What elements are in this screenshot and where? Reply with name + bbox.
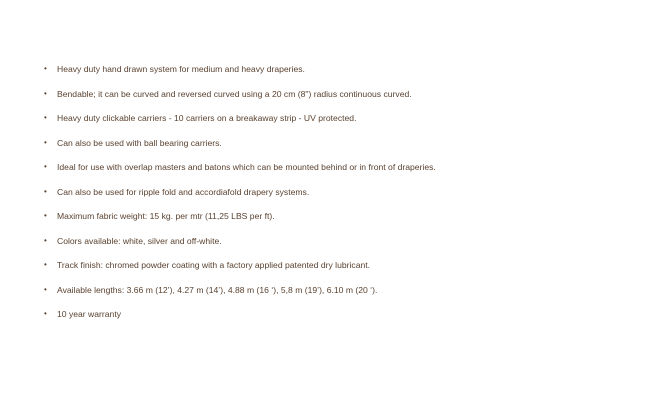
bullet-icon: • xyxy=(44,235,47,245)
list-item-text: Heavy duty clickable carriers - 10 carriers on a breakaway strip - UV protected. xyxy=(57,113,357,123)
list-item xyxy=(44,258,634,283)
list-item-text: Bendable; it can be curved and reversed curved using a 20 cm (8") radius continuous curved. xyxy=(57,88,412,99)
list-item xyxy=(44,62,634,87)
list-item-text: Colors available: white, silver and off-white. xyxy=(57,235,222,246)
bullet-icon: • xyxy=(44,186,47,196)
bullet-icon: • xyxy=(44,284,47,294)
list-item xyxy=(44,283,634,308)
list-item-text: Available lengths: 3.66 m (12’), 4.27 m (14’), 4.88 m (16 ‘), 5,8 m (19’), 6.10 m (20 ‘). xyxy=(57,284,378,295)
list-item-text: Can also be used with ball bearing carriers. xyxy=(57,137,222,148)
bullet-icon: • xyxy=(44,309,47,318)
bullet-icon: • xyxy=(44,211,47,220)
list-item-text: Heavy duty hand drawn system for medium and heavy draperies. xyxy=(57,64,305,74)
bullet-icon: • xyxy=(44,88,47,98)
list-item-text: Can also be used for ripple fold and accordiafold drapery systems. xyxy=(57,186,310,197)
bullet-icon: • xyxy=(44,162,47,171)
bullet-icon: • xyxy=(44,137,47,147)
list-item-text: 10 year warranty xyxy=(57,309,122,319)
list-item xyxy=(44,234,634,259)
list-item xyxy=(44,185,634,210)
list-item xyxy=(44,87,634,112)
list-item xyxy=(44,307,634,332)
list-item-text: Maximum fabric weight: 15 kg. per mtr (11,25 LBS per ft). xyxy=(57,211,275,221)
bullet-icon: • xyxy=(44,64,47,73)
list-item-text: Ideal for use with overlap masters and batons which can be mounted behind or in front of draperies. xyxy=(57,162,436,172)
bullet-icon: • xyxy=(44,260,47,269)
list-item xyxy=(44,136,634,161)
list-item xyxy=(44,160,634,185)
bullet-icon: • xyxy=(44,113,47,122)
list-item xyxy=(44,209,634,234)
feature-list xyxy=(44,62,634,332)
list-item-text: Track finish: chromed powder coating with a factory applied patented dry lubricant. xyxy=(57,260,371,270)
list-item xyxy=(44,111,634,136)
